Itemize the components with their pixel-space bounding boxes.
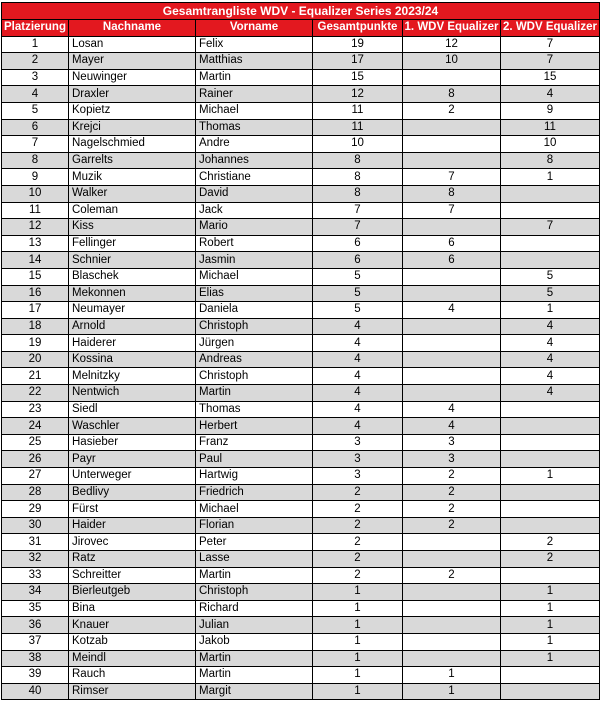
equalizer-2-cell [501, 235, 600, 252]
total-points-cell: 5 [313, 302, 403, 319]
firstname-cell: Franz [196, 434, 313, 451]
equalizer-2-cell: 1 [501, 169, 600, 186]
table-row [2, 335, 600, 352]
lastname-cell: Knauer [69, 617, 196, 634]
equalizer-1-cell [403, 584, 501, 601]
lastname-cell: Haider [69, 517, 196, 534]
table-row [2, 285, 600, 302]
lastname-cell: Muzik [69, 169, 196, 186]
rank-cell: 14 [2, 252, 69, 269]
firstname-cell: Martin [196, 385, 313, 402]
lastname-cell: Kopietz [69, 102, 196, 119]
equalizer-2-cell: 5 [501, 268, 600, 285]
table-row [2, 650, 600, 667]
equalizer-2-cell: 2 [501, 551, 600, 568]
lastname-cell: Rauch [69, 667, 196, 684]
equalizer-1-cell: 3 [403, 434, 501, 451]
equalizer-1-cell [403, 219, 501, 236]
equalizer-2-cell [501, 434, 600, 451]
equalizer-2-cell: 4 [501, 351, 600, 368]
firstname-cell: David [196, 185, 313, 202]
lastname-cell: Neumayer [69, 302, 196, 319]
lastname-cell: Nagelschmied [69, 136, 196, 153]
equalizer-2-cell [501, 501, 600, 518]
lastname-cell: Fellinger [69, 235, 196, 252]
column-header-nachname: Nachname [69, 20, 196, 37]
equalizer-1-cell: 8 [403, 185, 501, 202]
equalizer-2-cell [501, 252, 600, 269]
rank-cell: 7 [2, 136, 69, 153]
total-points-cell: 6 [313, 235, 403, 252]
rank-cell: 17 [2, 302, 69, 319]
total-points-cell: 15 [313, 69, 403, 86]
equalizer-1-cell: 8 [403, 86, 501, 103]
table-row [2, 667, 600, 684]
equalizer-2-cell [501, 567, 600, 584]
total-points-cell: 4 [313, 368, 403, 385]
rank-cell: 21 [2, 368, 69, 385]
total-points-cell: 11 [313, 119, 403, 136]
lastname-cell: Losan [69, 36, 196, 53]
equalizer-2-cell: 4 [501, 385, 600, 402]
table-row [2, 152, 600, 169]
equalizer-1-cell: 2 [403, 468, 501, 485]
total-points-cell: 2 [313, 567, 403, 584]
table-row [2, 36, 600, 53]
total-points-cell: 12 [313, 86, 403, 103]
table-row [2, 468, 600, 485]
firstname-cell: Robert [196, 235, 313, 252]
equalizer-2-cell: 7 [501, 53, 600, 70]
equalizer-2-cell: 4 [501, 318, 600, 335]
firstname-cell: Lasse [196, 551, 313, 568]
table-row [2, 551, 600, 568]
column-header-equalizer-2: 2. WDV Equalizer [501, 20, 600, 37]
firstname-cell: Martin [196, 667, 313, 684]
equalizer-2-cell [501, 667, 600, 684]
total-points-cell: 7 [313, 219, 403, 236]
rank-cell: 24 [2, 418, 69, 435]
lastname-cell: Neuwinger [69, 69, 196, 86]
total-points-cell: 1 [313, 633, 403, 650]
firstname-cell: Jakob [196, 633, 313, 650]
total-points-cell: 5 [313, 268, 403, 285]
equalizer-1-cell: 2 [403, 501, 501, 518]
equalizer-1-cell: 2 [403, 567, 501, 584]
total-points-cell: 10 [313, 136, 403, 153]
table-row [2, 268, 600, 285]
lastname-cell: Schnier [69, 252, 196, 269]
equalizer-2-cell [501, 418, 600, 435]
table-row [2, 434, 600, 451]
equalizer-2-cell [501, 401, 600, 418]
table-row [2, 368, 600, 385]
table-row [2, 584, 600, 601]
total-points-cell: 7 [313, 202, 403, 219]
lastname-cell: Walker [69, 185, 196, 202]
firstname-cell: Mario [196, 219, 313, 236]
table-row [2, 136, 600, 153]
firstname-cell: Elias [196, 285, 313, 302]
lastname-cell: Ratz [69, 551, 196, 568]
equalizer-2-cell [501, 683, 600, 700]
table-row [2, 69, 600, 86]
rank-cell: 29 [2, 501, 69, 518]
equalizer-1-cell [403, 268, 501, 285]
firstname-cell: Thomas [196, 119, 313, 136]
firstname-cell: Martin [196, 650, 313, 667]
firstname-cell: Daniela [196, 302, 313, 319]
rank-cell: 36 [2, 617, 69, 634]
rank-cell: 37 [2, 633, 69, 650]
total-points-cell: 5 [313, 285, 403, 302]
equalizer-1-cell [403, 617, 501, 634]
equalizer-1-cell [403, 285, 501, 302]
rank-cell: 12 [2, 219, 69, 236]
table-row [2, 501, 600, 518]
table-row [2, 318, 600, 335]
equalizer-1-cell: 3 [403, 451, 501, 468]
rank-cell: 39 [2, 667, 69, 684]
table-row [2, 633, 600, 650]
equalizer-2-cell: 4 [501, 86, 600, 103]
lastname-cell: Arnold [69, 318, 196, 335]
equalizer-1-cell: 1 [403, 667, 501, 684]
lastname-cell: Bierleutgeb [69, 584, 196, 601]
equalizer-2-cell [501, 451, 600, 468]
firstname-cell: Julian [196, 617, 313, 634]
table-row [2, 302, 600, 319]
ranking-sheet [1, 2, 599, 700]
rank-cell: 8 [2, 152, 69, 169]
total-points-cell: 2 [313, 484, 403, 501]
equalizer-2-cell: 1 [501, 600, 600, 617]
firstname-cell: Michael [196, 268, 313, 285]
lastname-cell: Garrelts [69, 152, 196, 169]
total-points-cell: 1 [313, 683, 403, 700]
lastname-cell: Rimser [69, 683, 196, 700]
table-row [2, 683, 600, 700]
equalizer-2-cell: 9 [501, 102, 600, 119]
equalizer-1-cell: 7 [403, 169, 501, 186]
firstname-cell: Christoph [196, 584, 313, 601]
equalizer-1-cell: 4 [403, 418, 501, 435]
equalizer-2-cell: 1 [501, 633, 600, 650]
firstname-cell: Hartwig [196, 468, 313, 485]
rank-cell: 26 [2, 451, 69, 468]
equalizer-1-cell: 7 [403, 202, 501, 219]
total-points-cell: 4 [313, 318, 403, 335]
table-row [2, 86, 600, 103]
total-points-cell: 11 [313, 102, 403, 119]
equalizer-2-cell: 15 [501, 69, 600, 86]
equalizer-1-cell: 2 [403, 484, 501, 501]
column-header-gesamtpunkte: Gesamtpunkte [313, 20, 403, 37]
firstname-cell: Jasmin [196, 252, 313, 269]
rank-cell: 18 [2, 318, 69, 335]
total-points-cell: 19 [313, 36, 403, 53]
equalizer-1-cell: 10 [403, 53, 501, 70]
rank-cell: 22 [2, 385, 69, 402]
equalizer-1-cell: 6 [403, 252, 501, 269]
equalizer-2-cell: 4 [501, 335, 600, 352]
equalizer-1-cell [403, 152, 501, 169]
total-points-cell: 2 [313, 501, 403, 518]
table-row [2, 385, 600, 402]
rank-cell: 25 [2, 434, 69, 451]
lastname-cell: Payr [69, 451, 196, 468]
firstname-cell: Christoph [196, 318, 313, 335]
equalizer-1-cell [403, 650, 501, 667]
lastname-cell: Krejci [69, 119, 196, 136]
table-row [2, 484, 600, 501]
firstname-cell: Jack [196, 202, 313, 219]
firstname-cell: Rainer [196, 86, 313, 103]
table-row [2, 534, 600, 551]
equalizer-2-cell: 10 [501, 136, 600, 153]
column-header-equalizer-1: 1. WDV Equalizer [403, 20, 501, 37]
rank-cell: 15 [2, 268, 69, 285]
equalizer-2-cell: 1 [501, 584, 600, 601]
total-points-cell: 1 [313, 650, 403, 667]
rank-cell: 19 [2, 335, 69, 352]
rank-cell: 11 [2, 202, 69, 219]
equalizer-1-cell [403, 385, 501, 402]
total-points-cell: 4 [313, 335, 403, 352]
equalizer-1-cell [403, 368, 501, 385]
table-row [2, 219, 600, 236]
firstname-cell: Herbert [196, 418, 313, 435]
firstname-cell: Christiane [196, 169, 313, 186]
equalizer-1-cell [403, 351, 501, 368]
equalizer-1-cell: 2 [403, 102, 501, 119]
equalizer-1-cell [403, 119, 501, 136]
total-points-cell: 1 [313, 584, 403, 601]
rank-cell: 2 [2, 53, 69, 70]
firstname-cell: Michael [196, 501, 313, 518]
lastname-cell: Mayer [69, 53, 196, 70]
rank-cell: 28 [2, 484, 69, 501]
rank-cell: 34 [2, 584, 69, 601]
equalizer-2-cell: 2 [501, 534, 600, 551]
equalizer-1-cell: 4 [403, 302, 501, 319]
equalizer-2-cell [501, 202, 600, 219]
equalizer-2-cell [501, 517, 600, 534]
lastname-cell: Meindl [69, 650, 196, 667]
lastname-cell: Fürst [69, 501, 196, 518]
rank-cell: 1 [2, 36, 69, 53]
lastname-cell: Coleman [69, 202, 196, 219]
total-points-cell: 8 [313, 152, 403, 169]
lastname-cell: Bedlivy [69, 484, 196, 501]
table-row [2, 202, 600, 219]
equalizer-1-cell: 1 [403, 683, 501, 700]
equalizer-1-cell [403, 69, 501, 86]
firstname-cell: Jürgen [196, 335, 313, 352]
table-row [2, 185, 600, 202]
equalizer-2-cell: 5 [501, 285, 600, 302]
total-points-cell: 2 [313, 551, 403, 568]
equalizer-2-cell [501, 185, 600, 202]
firstname-cell: Peter [196, 534, 313, 551]
rank-cell: 4 [2, 86, 69, 103]
equalizer-2-cell: 4 [501, 368, 600, 385]
total-points-cell: 4 [313, 351, 403, 368]
table-row [2, 119, 600, 136]
equalizer-1-cell: 4 [403, 401, 501, 418]
rank-cell: 33 [2, 567, 69, 584]
rank-cell: 40 [2, 683, 69, 700]
rank-cell: 27 [2, 468, 69, 485]
firstname-cell: Thomas [196, 401, 313, 418]
column-header-platzierung: Platzierung [2, 20, 69, 37]
firstname-cell: Christoph [196, 368, 313, 385]
lastname-cell: Blaschek [69, 268, 196, 285]
table-row [2, 252, 600, 269]
rank-cell: 10 [2, 185, 69, 202]
column-header-vorname: Vorname [196, 20, 313, 37]
total-points-cell: 8 [313, 169, 403, 186]
lastname-cell: Waschler [69, 418, 196, 435]
table-row [2, 53, 600, 70]
firstname-cell: Andre [196, 136, 313, 153]
total-points-cell: 2 [313, 517, 403, 534]
table-row [2, 600, 600, 617]
equalizer-2-cell: 8 [501, 152, 600, 169]
firstname-cell: Michael [196, 102, 313, 119]
header-row [2, 20, 600, 37]
table-row [2, 351, 600, 368]
firstname-cell: Martin [196, 567, 313, 584]
total-points-cell: 1 [313, 617, 403, 634]
equalizer-1-cell: 2 [403, 517, 501, 534]
equalizer-2-cell: 7 [501, 219, 600, 236]
equalizer-2-cell: 1 [501, 650, 600, 667]
ranking-table [1, 2, 600, 700]
lastname-cell: Melnitzky [69, 368, 196, 385]
lastname-cell: Unterweger [69, 468, 196, 485]
table-row [2, 617, 600, 634]
lastname-cell: Draxler [69, 86, 196, 103]
rank-cell: 30 [2, 517, 69, 534]
lastname-cell: Jirovec [69, 534, 196, 551]
firstname-cell: Margit [196, 683, 313, 700]
equalizer-2-cell: 1 [501, 617, 600, 634]
rank-cell: 16 [2, 285, 69, 302]
equalizer-1-cell [403, 551, 501, 568]
rank-cell: 20 [2, 351, 69, 368]
table-row [2, 169, 600, 186]
firstname-cell: Johannes [196, 152, 313, 169]
firstname-cell: Felix [196, 36, 313, 53]
total-points-cell: 2 [313, 534, 403, 551]
rank-cell: 13 [2, 235, 69, 252]
equalizer-2-cell [501, 484, 600, 501]
table-row [2, 401, 600, 418]
table-row [2, 517, 600, 534]
equalizer-1-cell: 12 [403, 36, 501, 53]
total-points-cell: 6 [313, 252, 403, 269]
table-row [2, 567, 600, 584]
equalizer-1-cell [403, 335, 501, 352]
firstname-cell: Matthias [196, 53, 313, 70]
total-points-cell: 4 [313, 385, 403, 402]
table-row [2, 102, 600, 119]
table-row [2, 235, 600, 252]
lastname-cell: Kiss [69, 219, 196, 236]
equalizer-1-cell [403, 318, 501, 335]
lastname-cell: Nentwich [69, 385, 196, 402]
equalizer-1-cell [403, 633, 501, 650]
firstname-cell: Andreas [196, 351, 313, 368]
table-row [2, 451, 600, 468]
rank-cell: 31 [2, 534, 69, 551]
lastname-cell: Kossina [69, 351, 196, 368]
rank-cell: 5 [2, 102, 69, 119]
equalizer-2-cell: 11 [501, 119, 600, 136]
rank-cell: 6 [2, 119, 69, 136]
lastname-cell: Kotzab [69, 633, 196, 650]
rank-cell: 9 [2, 169, 69, 186]
firstname-cell: Richard [196, 600, 313, 617]
table-row [2, 418, 600, 435]
rank-cell: 3 [2, 69, 69, 86]
firstname-cell: Paul [196, 451, 313, 468]
rank-cell: 35 [2, 600, 69, 617]
lastname-cell: Siedl [69, 401, 196, 418]
rank-cell: 32 [2, 551, 69, 568]
equalizer-2-cell: 7 [501, 36, 600, 53]
total-points-cell: 4 [313, 401, 403, 418]
total-points-cell: 3 [313, 451, 403, 468]
rank-cell: 23 [2, 401, 69, 418]
lastname-cell: Mekonnen [69, 285, 196, 302]
equalizer-2-cell: 1 [501, 468, 600, 485]
total-points-cell: 1 [313, 667, 403, 684]
equalizer-1-cell [403, 534, 501, 551]
total-points-cell: 1 [313, 600, 403, 617]
lastname-cell: Hasieber [69, 434, 196, 451]
firstname-cell: Friedrich [196, 484, 313, 501]
firstname-cell: Florian [196, 517, 313, 534]
equalizer-1-cell [403, 136, 501, 153]
rank-cell: 38 [2, 650, 69, 667]
equalizer-1-cell: 6 [403, 235, 501, 252]
table-title: Gesamtrangliste WDV - Equalizer Series 2023/24 [2, 3, 600, 20]
lastname-cell: Bina [69, 600, 196, 617]
total-points-cell: 8 [313, 185, 403, 202]
lastname-cell: Haiderer [69, 335, 196, 352]
total-points-cell: 3 [313, 468, 403, 485]
firstname-cell: Martin [196, 69, 313, 86]
equalizer-2-cell: 1 [501, 302, 600, 319]
total-points-cell: 17 [313, 53, 403, 70]
lastname-cell: Schreitter [69, 567, 196, 584]
total-points-cell: 3 [313, 434, 403, 451]
total-points-cell: 4 [313, 418, 403, 435]
equalizer-1-cell [403, 600, 501, 617]
ranking-body [2, 36, 600, 700]
